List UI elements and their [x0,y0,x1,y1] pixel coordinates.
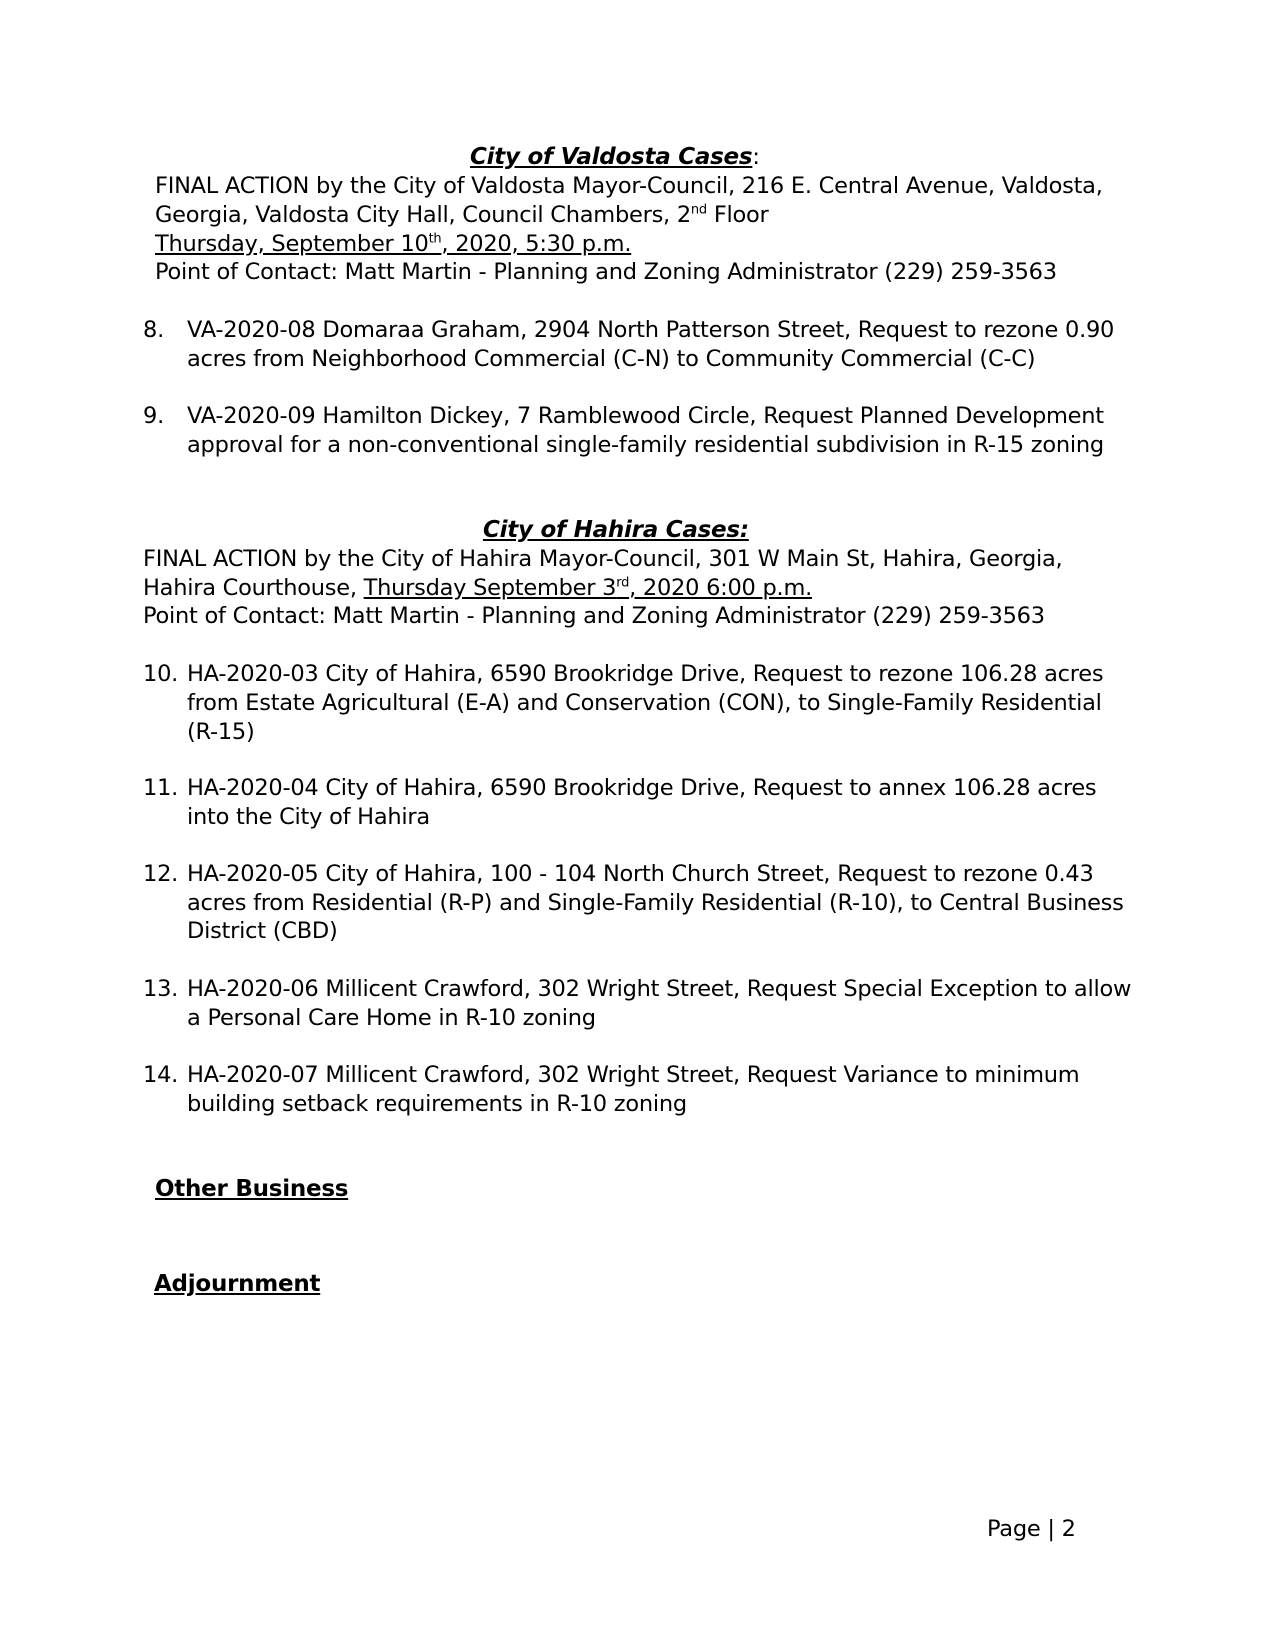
item-number: 12. [143,861,179,887]
item-line: approval for a non-conventional single-family residential subdivision in R-15 zoning [187,432,1104,458]
item-line: acres from Residential (R-P) and Single-Family Residential (R-10), to Central Business [187,890,1124,916]
item-number: 11. [143,775,179,801]
item-line: HA-2020-05 City of Hahira, 100 - 104 North Church Street, Request to rezone 0.43 [187,861,1094,887]
valdosta-contact: Point of Contact: Matt Martin - Planning and Zoning Administrator (229) 259-3563 [155,259,1057,285]
item-line: building setback requirements in R-10 zoning [187,1091,687,1117]
valdosta-meeting-date: Thursday, September 10th, 2020, 5:30 p.m. [155,231,632,257]
item-line: HA-2020-06 Millicent Crawford, 302 Wright Street, Request Special Exception to allow [187,976,1132,1002]
item-number: 9. [143,403,164,429]
item-number: 14. [143,1062,179,1088]
item-line: VA-2020-09 Hamilton Dickey, 7 Ramblewood Circle, Request Planned Development [187,403,1104,429]
item-line: a Personal Care Home in R-10 zoning [187,1005,596,1031]
item-line: into the City of Hahira [187,804,430,830]
item-line: acres from Neighborhood Commercial (C-N) to Community Commercial (C-C) [187,346,1036,372]
valdosta-line-2: Georgia, Valdosta City Hall, Council Chambers, 2nd Floor [155,202,769,228]
item-line: (R-15) [187,719,255,745]
item-line: HA-2020-04 City of Hahira, 6590 Brookridge Drive, Request to annex 106.28 acres [187,775,1097,801]
valdosta-line-1: FINAL ACTION by the City of Valdosta Mayor-Council, 216 E. Central Avenue, Valdosta, [155,173,1103,199]
item-number: 13. [143,976,179,1002]
other-business-heading: Other Business [155,1176,349,1202]
item-number: 8. [143,317,164,343]
hahira-line-1: FINAL ACTION by the City of Hahira Mayor-Council, 301 W Main St, Hahira, Georgia, [143,546,1063,572]
item-line: HA-2020-03 City of Hahira, 6590 Brookridge Drive, Request to rezone 106.28 acres [187,661,1104,687]
hahira-heading: City of Hahira Cases: [483,517,749,543]
valdosta-heading: City of Valdosta Cases: [470,144,760,170]
hahira-line-2: Hahira Courthouse, Thursday September 3rd, 2020 6:00 p.m. [143,575,813,601]
hahira-contact: Point of Contact: Matt Martin - Planning and Zoning Administrator (229) 259-3563 [143,603,1045,629]
hahira-meeting-date: Thursday September 3rd, 2020 6:00 p.m. [363,575,813,601]
item-line: District (CBD) [187,918,338,944]
adjournment-heading: Adjournment [154,1271,321,1297]
item-line: from Estate Agricultural (E-A) and Conservation (CON), to Single-Family Residential [187,690,1102,716]
item-line: VA-2020-08 Domaraa Graham, 2904 North Patterson Street, Request to rezone 0.90 [187,317,1115,343]
item-line: HA-2020-07 Millicent Crawford, 302 Wright Street, Request Variance to minimum [187,1062,1080,1088]
item-number: 10. [143,661,179,687]
page-number: Page | 2 [987,1516,1076,1542]
